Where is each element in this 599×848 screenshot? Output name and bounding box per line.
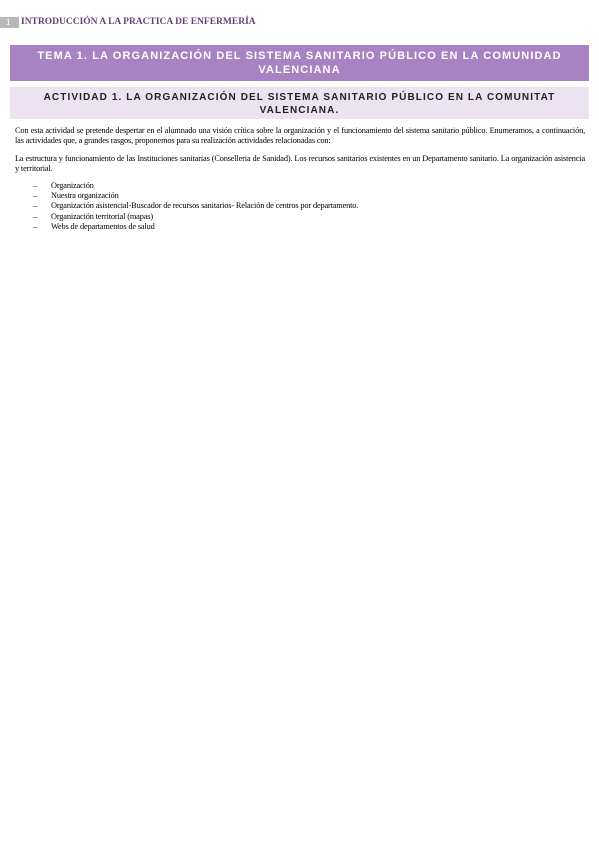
- bullet-dash: –: [33, 211, 37, 221]
- tema-title-line-2: VALENCIANA: [258, 64, 341, 76]
- tema-title-line-1: TEMA 1. LA ORGANIZACIÓN DEL SISTEMA SANITARIO PÚBLICO EN LA COMUNIDAD: [37, 50, 562, 62]
- structure-paragraph: La estructura y funcionamiento de las Instituciones sanitarias (Conselleria de Sanidad). Los recursos sanitarios existentes en un Departamento sanitario. La organización asistencia y territorial.: [15, 154, 585, 173]
- intro-paragraph: Con esta actividad se pretende despertar en el alumnado una visión crítica sobre la organización y el funcionamiento del sistema sanitario público. Enumeramos, a continuación, las actividades que, a grandes rasgos, proponemos para su realización actividades relacionadas con:: [15, 126, 585, 145]
- bullet-dash: –: [33, 201, 37, 211]
- bullet-dash: –: [33, 181, 37, 190]
- actividad-title-line-1: ACTIVIDAD 1. LA ORGANIZACIÓN DEL SISTEMA SANITARIO PÚBLICO EN LA COMUNITAT: [43, 92, 556, 103]
- tema-title-banner: [10, 45, 589, 81]
- bullet-dash: –: [33, 191, 37, 201]
- page-header: [0, 16, 256, 28]
- list-item[interactable]: [33, 222, 358, 232]
- list-item-label[interactable]: Webs de departamentos de salud: [51, 221, 155, 231]
- list-item-label[interactable]: Organización territorial (mapas): [51, 211, 153, 221]
- running-title: INTRODUCCIÓN A LA PRACTICA DE ENFERMERÍA: [21, 17, 256, 27]
- bullet-dash: –: [33, 221, 37, 231]
- list-item[interactable]: [33, 212, 358, 222]
- list-item[interactable]: [33, 181, 358, 191]
- list-item-label[interactable]: Nuestra organización: [51, 191, 119, 201]
- list-item[interactable]: [33, 201, 358, 211]
- actividad-title-banner: [10, 87, 589, 119]
- page-number: 1: [0, 17, 19, 28]
- list-item-label[interactable]: Organización asistencial-Buscador de recursos sanitarios- Relación de centros por departamento.: [51, 201, 359, 211]
- actividad-title-line-2: VALENCIANA.: [259, 105, 340, 116]
- list-item-label[interactable]: Organización: [51, 181, 94, 190]
- list-item[interactable]: [33, 191, 358, 201]
- activity-link-list: [33, 181, 358, 232]
